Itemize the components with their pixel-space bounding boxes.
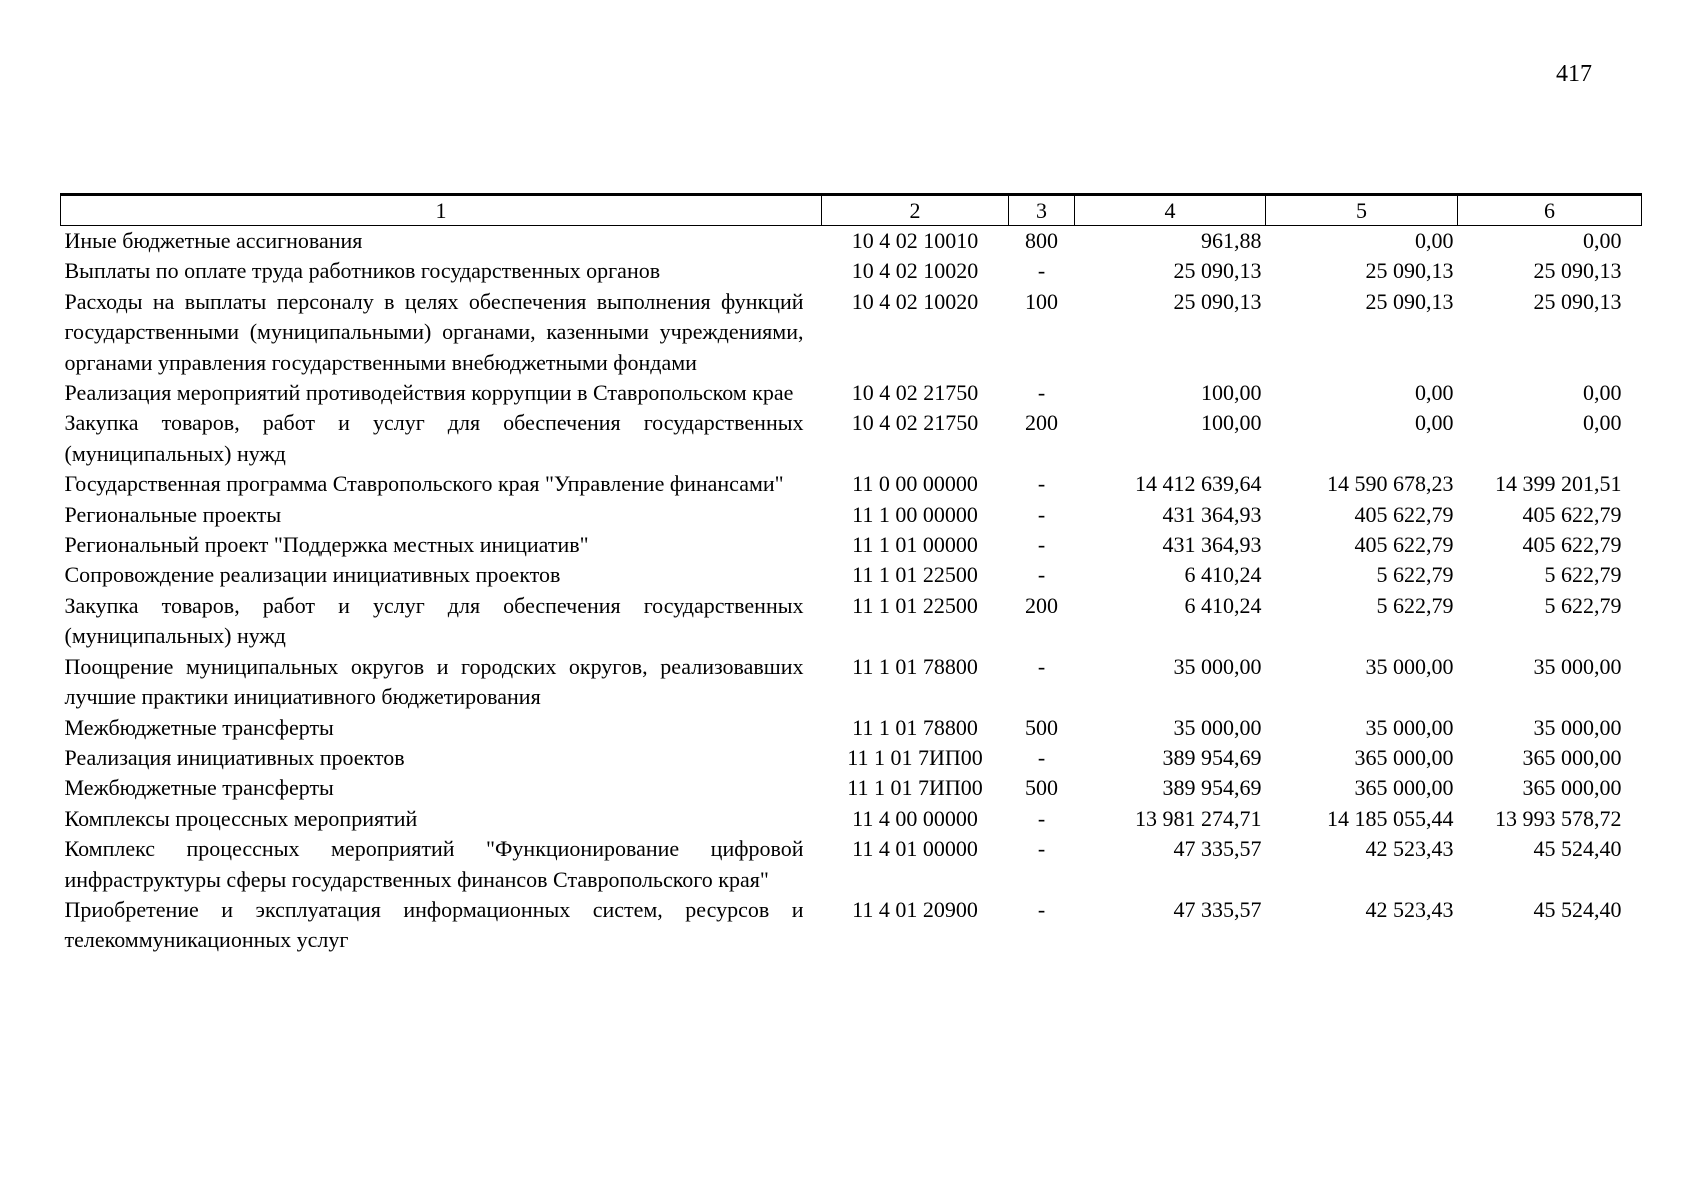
row-code-cell: 11 1 01 78800	[852, 653, 978, 679]
row-value-4-cell: 389 954,69	[1162, 744, 1262, 770]
row-value-6-cell: 45 524,40	[1533, 896, 1622, 922]
row-name-cell: Иные бюджетные ассигнования	[64, 228, 363, 253]
table-row	[61, 773, 1642, 803]
row-type-cell: 800	[1025, 228, 1058, 253]
row-value-6-cell: 25 090,13	[1533, 258, 1622, 284]
table-row	[61, 560, 1642, 590]
row-code-cell: 11 0 00 00000	[852, 471, 978, 497]
row-value-4-cell: 6 410,24	[1184, 592, 1262, 618]
row-type-cell: 200	[1025, 410, 1058, 436]
row-code-cell: 11 4 00 00000	[852, 805, 978, 831]
row-type-cell: -	[1037, 258, 1046, 284]
row-value-6-cell: 14 399 201,51	[1495, 471, 1622, 497]
row-value-5-cell: 0,00	[1415, 228, 1454, 253]
column-header-3: 3	[1009, 195, 1075, 226]
row-value-6-cell: 405 622,79	[1522, 501, 1622, 527]
row-type-cell: 500	[1025, 714, 1058, 740]
page-number: 417	[1556, 61, 1592, 87]
row-name-cell: Реализация инициативных проектов	[64, 744, 405, 770]
row-value-5-cell: 5 622,79	[1376, 562, 1454, 588]
row-value-6-cell: 0,00	[1583, 410, 1622, 436]
budget-table	[60, 193, 1642, 956]
row-value-5-cell: 42 523,43	[1365, 836, 1454, 862]
table-row	[61, 256, 1642, 286]
row-value-6-cell: 35 000,00	[1533, 714, 1622, 740]
row-code-cell: 11 4 01 20900	[852, 896, 978, 922]
row-name-cell: Приобретение и эксплуатация информационных систем, ресурсов и телекоммуникационных услуг	[64, 896, 804, 953]
row-value-6-cell: 25 090,13	[1533, 288, 1622, 314]
table-row	[61, 500, 1642, 530]
row-code-cell: 11 4 01 00000	[852, 836, 978, 862]
row-value-6-cell: 5 622,79	[1544, 592, 1622, 618]
row-value-6-cell: 0,00	[1583, 228, 1622, 253]
row-value-4-cell: 389 954,69	[1162, 775, 1262, 801]
row-type-cell: -	[1037, 805, 1046, 831]
table-row	[61, 591, 1642, 652]
table-row	[61, 226, 1642, 257]
row-type-cell: -	[1037, 532, 1046, 558]
row-value-6-cell: 35 000,00	[1533, 653, 1622, 679]
column-header-4: 4	[1075, 195, 1266, 226]
row-value-6-cell: 365 000,00	[1522, 744, 1622, 770]
row-type-cell: -	[1037, 562, 1046, 588]
row-type-cell: -	[1037, 896, 1046, 922]
row-name-cell: Закупка товаров, работ и услуг для обеспечения государственных (муниципальных) нужд	[64, 592, 804, 649]
row-value-5-cell: 14 590 678,23	[1327, 471, 1454, 497]
row-code-cell: 11 1 01 7ИП00	[847, 775, 983, 801]
table-row	[61, 530, 1642, 560]
row-code-cell: 10 4 02 21750	[851, 410, 979, 436]
row-name-cell: Поощрение муниципальных округов и городских округов, реализовавших лучшие практики инициативного бюджетирования	[64, 653, 804, 710]
row-value-5-cell: 35 000,00	[1365, 714, 1454, 740]
row-value-5-cell: 14 185 055,44	[1327, 805, 1454, 831]
row-type-cell: 200	[1025, 592, 1058, 618]
row-name-cell: Сопровождение реализации инициативных проектов	[64, 562, 561, 588]
row-type-cell: -	[1037, 501, 1046, 527]
row-name-cell: Выплаты по оплате труда работников государственных органов	[64, 258, 661, 284]
row-code-cell: 11 1 01 7ИП00	[847, 744, 983, 770]
row-value-5-cell: 25 090,13	[1365, 288, 1454, 314]
row-type-cell: -	[1037, 471, 1046, 497]
row-code-cell: 10 4 02 21750	[851, 380, 979, 406]
row-type-cell: 100	[1025, 288, 1058, 314]
row-type-cell: -	[1037, 653, 1046, 679]
row-value-5-cell: 35 000,00	[1365, 653, 1454, 679]
column-header-5: 5	[1266, 195, 1458, 226]
row-code-cell: 11 1 01 22500	[852, 562, 978, 588]
row-value-5-cell: 5 622,79	[1376, 592, 1454, 618]
row-name-cell: Межбюджетные трансферты	[64, 714, 334, 740]
row-code-cell: 11 1 00 00000	[852, 501, 978, 527]
row-value-4-cell: 14 412 639,64	[1135, 471, 1262, 497]
row-value-5-cell: 0,00	[1415, 410, 1454, 436]
row-type-cell: -	[1037, 744, 1046, 770]
row-value-6-cell: 45 524,40	[1533, 836, 1622, 862]
row-value-4-cell: 25 090,13	[1173, 258, 1262, 284]
row-value-4-cell: 35 000,00	[1173, 653, 1262, 679]
table-row	[61, 469, 1642, 499]
row-code-cell: 10 4 02 10020	[851, 258, 979, 284]
row-value-4-cell: 47 335,57	[1173, 836, 1262, 862]
table-row	[61, 895, 1642, 956]
row-value-5-cell: 405 622,79	[1354, 532, 1454, 558]
row-value-6-cell: 13 993 578,72	[1495, 805, 1622, 831]
row-value-6-cell: 405 622,79	[1522, 532, 1622, 558]
table-row	[61, 652, 1642, 713]
table-row	[61, 804, 1642, 834]
column-header-6: 6	[1458, 195, 1642, 226]
row-value-6-cell: 5 622,79	[1544, 562, 1622, 588]
row-value-4-cell: 961,88	[1201, 228, 1262, 253]
row-value-4-cell: 100,00	[1201, 410, 1262, 436]
row-code-cell: 11 1 01 00000	[852, 532, 978, 558]
row-value-5-cell: 405 622,79	[1354, 501, 1454, 527]
row-name-cell: Межбюджетные трансферты	[64, 775, 334, 801]
table-row	[61, 743, 1642, 773]
row-type-cell: -	[1037, 380, 1046, 406]
column-header-2: 2	[822, 195, 1009, 226]
row-value-4-cell: 6 410,24	[1184, 562, 1262, 588]
column-header-1: 1	[61, 195, 822, 226]
table-row	[61, 378, 1642, 408]
row-value-5-cell: 365 000,00	[1354, 744, 1454, 770]
row-name-cell: Государственная программа Ставропольского края "Управление финансами"	[64, 471, 784, 497]
row-code-cell: 10 4 02 10010	[851, 228, 979, 253]
row-name-cell: Региональный проект "Поддержка местных инициатив"	[64, 532, 589, 558]
row-value-5-cell: 0,00	[1415, 380, 1454, 406]
row-name-cell: Комплексы процессных мероприятий	[64, 805, 418, 831]
row-name-cell: Реализация мероприятий противодействия коррупции в Ставропольском крае	[64, 380, 794, 406]
row-value-6-cell: 365 000,00	[1522, 775, 1622, 801]
table-header-row	[61, 195, 1642, 226]
row-value-4-cell: 47 335,57	[1173, 896, 1262, 922]
row-value-4-cell: 431 364,93	[1162, 532, 1262, 558]
row-value-4-cell: 431 364,93	[1162, 501, 1262, 527]
row-value-5-cell: 365 000,00	[1354, 775, 1454, 801]
row-value-6-cell: 0,00	[1583, 380, 1622, 406]
table-row	[61, 834, 1642, 895]
table-row	[61, 713, 1642, 743]
row-value-4-cell: 100,00	[1201, 380, 1262, 406]
row-code-cell: 11 1 01 22500	[852, 592, 978, 618]
row-value-5-cell: 42 523,43	[1365, 896, 1454, 922]
row-value-4-cell: 13 981 274,71	[1135, 805, 1262, 831]
row-type-cell: -	[1037, 836, 1046, 862]
row-value-4-cell: 25 090,13	[1173, 288, 1262, 314]
table-row	[61, 408, 1642, 469]
row-value-5-cell: 25 090,13	[1365, 258, 1454, 284]
table-body	[61, 226, 1642, 956]
row-code-cell: 10 4 02 10020	[851, 288, 979, 314]
row-name-cell: Региональные проекты	[64, 501, 282, 527]
row-name-cell: Комплекс процессных мероприятий "Функционирование цифровой инфраструктуры сферы государственных финансов Ставропольского края"	[64, 836, 804, 892]
row-name-cell: Расходы на выплаты персоналу в целях обеспечения выполнения функций государственными (муниципальными) органами, казенными учреждениями, органами управления государственными внебюджетными фондами	[64, 288, 804, 375]
row-code-cell: 11 1 01 78800	[852, 714, 978, 740]
row-name-cell: Закупка товаров, работ и услуг для обеспечения государственных (муниципальных) нужд	[64, 410, 804, 466]
table-row	[61, 287, 1642, 378]
row-value-4-cell: 35 000,00	[1173, 714, 1262, 740]
row-type-cell: 500	[1025, 775, 1058, 801]
